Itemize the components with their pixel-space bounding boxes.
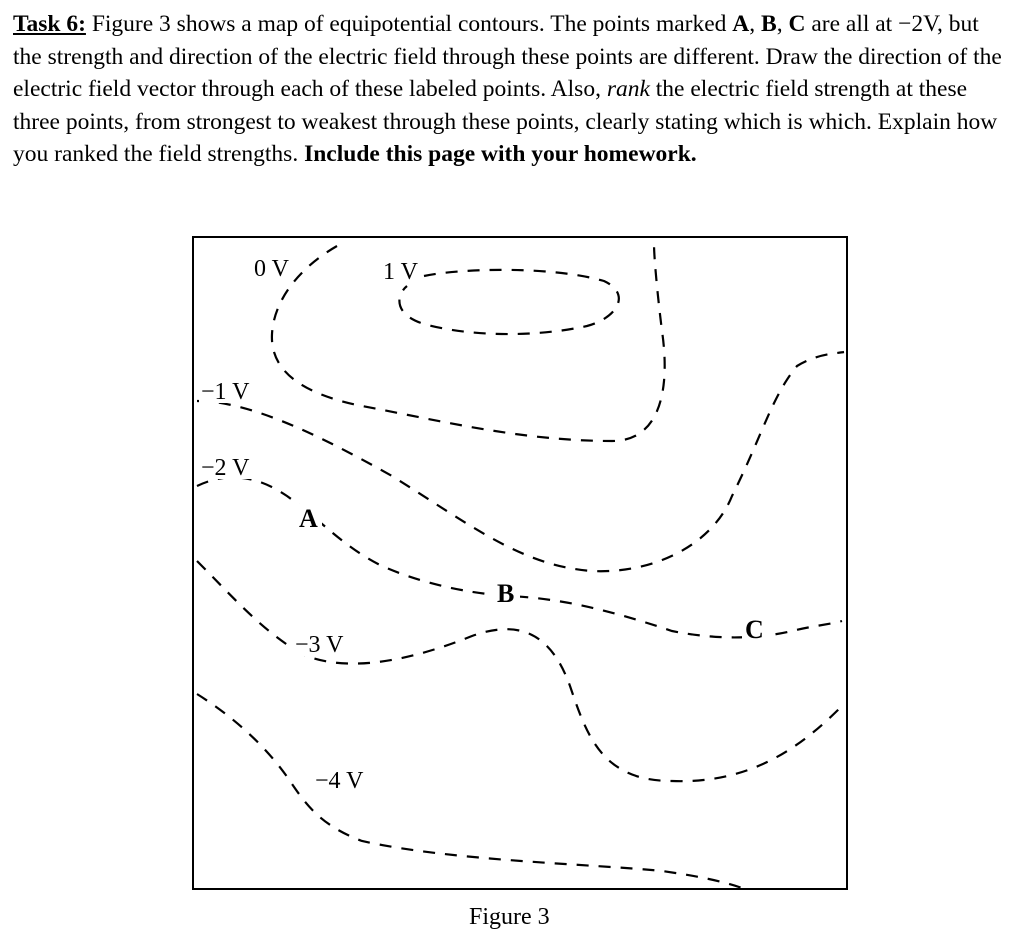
task-rank-word: rank — [606, 76, 650, 102]
contour-map — [192, 236, 848, 890]
label-0v: 0 V — [254, 256, 289, 282]
task-homework-note: Include this page with your homework. — [304, 141, 697, 167]
task-text-part2: are all at −2V, but the strength and direction of the electric field through these points are different. Draw the direction of the electric field vector through each of these labeled points. Also, — [13, 11, 1002, 102]
label-minus3v: −3 V — [295, 632, 344, 658]
label-minus4v: −4 V — [315, 768, 364, 794]
label-minus2v: −2 V — [201, 455, 250, 481]
task-point-b: B — [761, 11, 777, 37]
figure-caption: Figure 3 — [469, 904, 550, 930]
point-c: C — [745, 615, 764, 644]
contour-minus4v — [197, 694, 742, 888]
task-separator-1: , — [749, 11, 762, 37]
contour-1v — [399, 270, 618, 334]
label-minus1v: −1 V — [201, 379, 250, 405]
task-label: Task 6: — [13, 11, 86, 37]
task-point-a: A — [732, 11, 750, 37]
task-text-part1: Figure 3 shows a map of equipotential contours. The points marked — [85, 11, 733, 37]
contour-minus2v — [197, 477, 842, 637]
contour-0v — [272, 244, 665, 441]
equipotential-figure — [192, 236, 848, 890]
task-separator-2: , — [776, 11, 789, 37]
point-a: A — [299, 504, 318, 533]
point-b: B — [497, 579, 515, 608]
contour-minus1v — [197, 352, 844, 571]
task-point-c: C — [788, 11, 806, 37]
task-instructions — [13, 8, 1008, 171]
label-1v: 1 V — [383, 259, 418, 285]
task-text-part3: the electric field strength at these three points, from strongest to weakest through these points, clearly stating which is which. Explain how you ranked the field strengths. — [13, 76, 998, 167]
